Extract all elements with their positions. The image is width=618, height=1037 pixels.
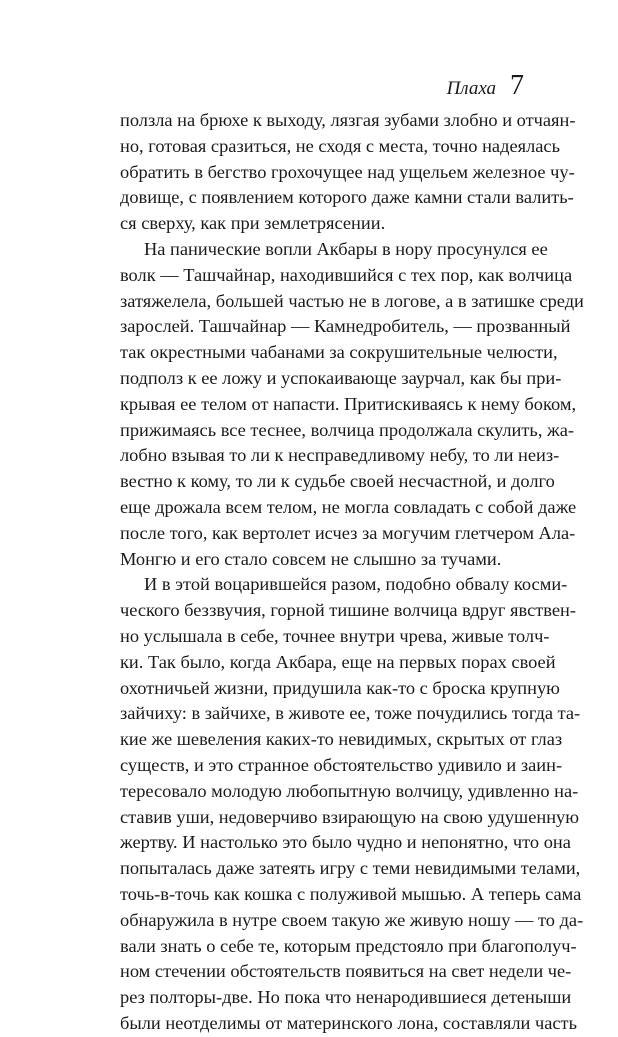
- text-line: еще дрожала всем телом, не могла совладать с собой даже: [120, 496, 577, 517]
- text-line: ческого беззвучия, горной тишине волчица вдруг явствен-: [120, 600, 576, 621]
- text-line: крывая ее телом от напасти. Притискиваясь к нему боком,: [120, 393, 577, 414]
- text-line: вали знать о себе те, которым предстояло при благополуч-: [120, 935, 577, 956]
- text-line: так окрестными чабанами за сокрушительные челюсти,: [120, 342, 558, 363]
- text-line: точь-в-точь как кошка с полуживой мышью. А теперь сама: [120, 883, 582, 904]
- text-line: тересовало молодую любопытную волчицу, удивленно на-: [120, 780, 579, 801]
- text-line: затяжелела, большей частью не в логове, а в затишке среди: [120, 290, 584, 311]
- text-line: вестно к кому, то ли к судьбе своей несчастной, и долго: [120, 471, 555, 492]
- paragraph: [120, 108, 576, 237]
- text-line: ползла на брюхе к выходу, лязгая зубами злобно и отчаян-: [120, 110, 576, 130]
- text-line: но, готовая сразиться, не сходя с места, точно надеялась: [120, 135, 560, 156]
- text-line: ном стечении обстоятельств появиться на свет недели че-: [120, 961, 572, 982]
- page-number: 7: [510, 70, 524, 101]
- text-line: жертву. И настолько это было чудно и непонятно, что она: [120, 832, 571, 853]
- text-line: обратить в бегство грохочущее над ущельем железное чу-: [120, 161, 575, 182]
- text-line: Монгю и его стало совсем не слышно за тучами.: [120, 548, 502, 569]
- text-line: волк — Ташчайнар, находившийся с тех пор, как волчица: [120, 264, 573, 285]
- running-head: [447, 70, 524, 102]
- running-head-title: Плаха: [446, 78, 496, 99]
- text-line: прижимаясь все теснее, волчица продолжала скулить, жа-: [120, 419, 575, 440]
- paragraph: [120, 237, 584, 572]
- body-text: [120, 108, 584, 1037]
- text-line: ки. Так было, когда Акбара, еще на первых порах своей: [120, 651, 556, 672]
- text-line: были неотделимы от материнского лона, составляли часть: [120, 1012, 577, 1033]
- text-line: лобно взывая то ли к несправедливому небу, то ли неиз-: [120, 445, 560, 466]
- text-line: попыталась даже затеять игру с теми невидимыми телами,: [120, 858, 581, 879]
- text-line: охотничьей жизни, придушила как-то с броска крупную: [120, 677, 560, 698]
- text-line: зарослей. Ташчайнар — Камнедробитель, — прозванный: [120, 316, 571, 337]
- paragraph: [120, 572, 584, 1036]
- text-line: ставив уши, недоверчиво взирающую на свою удушенную: [120, 806, 579, 827]
- text-line: И в этой воцарившейся разом, подобно обвалу косми-: [144, 574, 568, 595]
- text-line: после того, как вертолет исчез за могучим глетчером Ала-: [120, 522, 576, 543]
- text-line: ся сверху, как при землетрясении.: [120, 213, 386, 234]
- text-line: На панические вопли Акбары в нору просунулся ее: [144, 238, 548, 259]
- text-line: но услышала в себе, точнее внутри чрева, живые толч-: [120, 625, 550, 646]
- text-line: рез полторы-две. Но пока что ненародившиеся детеныши: [120, 987, 572, 1008]
- text-line: довище, с появлением которого даже камни стали валить-: [120, 187, 574, 208]
- text-line: существ, и это странное обстоятельство удивило и заин-: [120, 754, 563, 775]
- text-line: кие же шевеления каких-то невидимых, скрытых от глаз: [120, 729, 563, 750]
- text-line: обнаружила в нутре своем такую же живую ношу — то да-: [120, 909, 584, 930]
- text-line: подполз к ее ложу и успокаивающе заурчал, как бы при-: [120, 367, 562, 388]
- text-line: зайчиху: в зайчихе, в животе ее, тоже почудились тогда та-: [120, 703, 581, 724]
